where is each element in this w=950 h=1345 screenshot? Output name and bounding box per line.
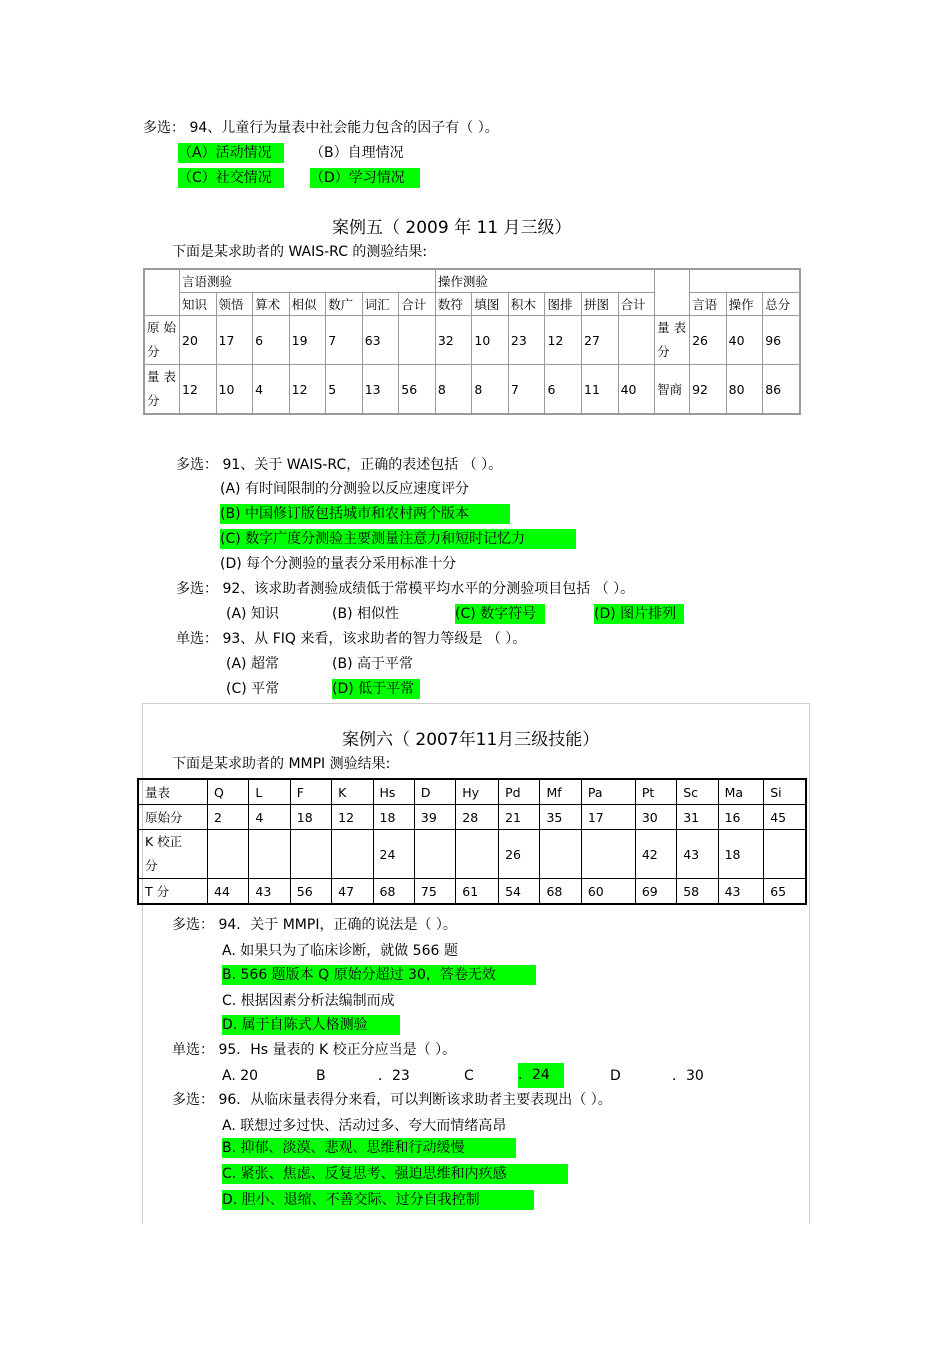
mmpi-k-label xyxy=(138,830,208,879)
mmpi-cell xyxy=(540,830,581,879)
q94a-option-c: （C）社交情况 xyxy=(178,168,284,188)
mmpi-cell: 60 xyxy=(581,879,635,905)
subtest-header: 图排 xyxy=(545,293,582,316)
mmpi-cell: 28 xyxy=(456,805,499,830)
table-cell: 96 xyxy=(763,316,800,365)
subtest-header: 词汇 xyxy=(362,293,399,316)
q94b-option-d: D. 属于自陈式人格测验 xyxy=(222,1015,400,1035)
table-cell: 4 xyxy=(253,365,290,415)
mmpi-cell: 21 xyxy=(499,805,540,830)
mmpi-cell: 16 xyxy=(718,805,764,830)
subtest-header: 数广 xyxy=(326,293,363,316)
table-cell: 40 xyxy=(726,316,763,365)
q94b-option-b: B. 566 题版本 Q 原始分超过 30，答卷无效 xyxy=(222,965,536,985)
table-cell: 13 xyxy=(362,365,399,415)
mmpi-cell: 54 xyxy=(499,879,540,905)
mmpi-k-label-line1: K 校正 xyxy=(145,834,183,849)
mmpi-cell: 原始分 xyxy=(138,805,208,830)
mmpi-cell: 30 xyxy=(635,805,676,830)
row-label-raw: 原 始 分 xyxy=(144,316,180,365)
iq-header: 总分 xyxy=(763,293,800,316)
blank-cell xyxy=(655,269,690,316)
mmpi-cell: 42 xyxy=(635,830,676,879)
mmpi-header: F xyxy=(290,779,331,805)
q95-option-d-letter: D xyxy=(610,1068,621,1084)
table-cell: 23 xyxy=(508,316,545,365)
subtest-header: 拼图 xyxy=(582,293,619,316)
mmpi-cell: 4 xyxy=(249,805,290,830)
table-cell: 19 xyxy=(289,316,326,365)
iq-header: 言语 xyxy=(690,293,727,316)
q96-stem: 多选： 96．从临床量表得分来看，可以判断该求助者主要表现出（ ）。 xyxy=(172,1092,612,1108)
mmpi-cell: 43 xyxy=(718,879,764,905)
mmpi-cell: 18 xyxy=(718,830,764,879)
table-cell: 12 xyxy=(180,365,217,415)
q94b-option-a: A. 如果只为了临床诊断，就做 566 题 xyxy=(222,943,458,959)
mmpi-cell xyxy=(456,830,499,879)
q94b-stem: 多选： 94．关于 MMPI，正确的说法是（ ）。 xyxy=(172,917,457,933)
mmpi-header: Q xyxy=(208,779,249,805)
q92-option-c: (C) 数字符号 xyxy=(455,604,545,624)
table-cell: 17 xyxy=(216,316,253,365)
subtest-header: 知识 xyxy=(180,293,217,316)
table-cell: 32 xyxy=(435,316,472,365)
table-cell: 6 xyxy=(545,365,582,415)
mmpi-cell: 24 xyxy=(373,830,414,879)
mmpi-cell: 58 xyxy=(677,879,718,905)
mmpi-header: Hy xyxy=(456,779,499,805)
mmpi-header: Pt xyxy=(635,779,676,805)
q95-option-c-letter: C xyxy=(464,1068,474,1084)
mmpi-cell: 31 xyxy=(677,805,718,830)
table-cell: 26 xyxy=(690,316,727,365)
mmpi-k-label-line2: 分 xyxy=(145,858,158,873)
subtest-header: 合计 xyxy=(618,293,655,316)
table-cell: 8 xyxy=(472,365,509,415)
q91-option-c: (C) 数字广度分测验主要测量注意力和短时记忆力 xyxy=(220,529,576,549)
q94a-stem: 多选： 94、儿童行为量表中社会能力包含的因子有（ ）。 xyxy=(143,120,499,136)
table-cell: 20 xyxy=(180,316,217,365)
case6-intro: 下面是某求助者的 MMPI 测验结果: xyxy=(172,756,391,772)
table-cell: 10 xyxy=(216,365,253,415)
mmpi-cell: T 分 xyxy=(138,879,208,905)
mmpi-cell: 75 xyxy=(414,879,455,905)
mmpi-cell xyxy=(581,830,635,879)
mmpi-cell xyxy=(249,830,290,879)
q96-option-d: D. 胆小、退缩、不善交际、过分自我控制 xyxy=(222,1190,534,1210)
q95-option-a: A. 20 xyxy=(222,1068,259,1084)
mmpi-cell: 2 xyxy=(208,805,249,830)
q91-option-b: (B) 中国修订版包括城市和农村两个版本 xyxy=(220,504,510,524)
q92-stem: 多选： 92、该求助者测验成绩低于常模平均水平的分测验项目包括 （ ）。 xyxy=(176,581,635,597)
subtest-header: 相似 xyxy=(289,293,326,316)
q96-option-a: A. 联想过多过快、活动过多、夸大而情绪高昂 xyxy=(222,1118,507,1134)
mmpi-cell: 18 xyxy=(373,805,414,830)
subtest-header: 数符 xyxy=(435,293,472,316)
mmpi-header: Sc xyxy=(677,779,718,805)
case5-intro: 下面是某求助者的 WAIS-RC 的测验结果: xyxy=(172,244,428,260)
table-cell: 11 xyxy=(582,365,619,415)
mmpi-cell: 61 xyxy=(456,879,499,905)
mmpi-header: Pd xyxy=(499,779,540,805)
table-cell: 63 xyxy=(362,316,399,365)
iq-header: 操作 xyxy=(726,293,763,316)
table-cell: 12 xyxy=(289,365,326,415)
row-label-iq: 智商 xyxy=(655,365,690,415)
mmpi-header: L xyxy=(249,779,290,805)
q91-option-a: (A) 有时间限制的分测验以反应速度评分 xyxy=(220,481,469,497)
q95-stem: 单选： 95．Hs 量表的 K 校正分应当是（ ）。 xyxy=(172,1042,457,1058)
mmpi-cell: 43 xyxy=(677,830,718,879)
mmpi-cell: 65 xyxy=(764,879,806,905)
table-cell: 40 xyxy=(618,365,655,415)
table-cell: 7 xyxy=(326,316,363,365)
case6-title: 案例六（ 2007年11月三级技能） xyxy=(342,730,600,750)
table-cell: 80 xyxy=(726,365,763,415)
mmpi-cell: 56 xyxy=(290,879,331,905)
mmpi-cell xyxy=(208,830,249,879)
mmpi-cell: 12 xyxy=(332,805,373,830)
wais-rc-table xyxy=(143,268,801,415)
corner-cell xyxy=(144,269,180,316)
mmpi-table xyxy=(137,778,807,905)
mmpi-header: Mf xyxy=(540,779,581,805)
subtest-header: 积木 xyxy=(508,293,545,316)
mmpi-cell: 26 xyxy=(499,830,540,879)
table-cell: 12 xyxy=(545,316,582,365)
table-cell: 56 xyxy=(399,365,436,415)
mmpi-cell: 43 xyxy=(249,879,290,905)
mmpi-cell xyxy=(414,830,455,879)
table-cell: 8 xyxy=(435,365,472,415)
mmpi-cell: 69 xyxy=(635,879,676,905)
q95-option-b-letter: B xyxy=(316,1068,326,1084)
verbal-group-header: 言语测验 xyxy=(180,269,436,293)
q93-option-c: (C) 平常 xyxy=(226,681,280,697)
row-label-scaled: 量 表 分 xyxy=(144,365,180,415)
mmpi-cell: 35 xyxy=(540,805,581,830)
mmpi-cell: 17 xyxy=(581,805,635,830)
table-cell: 7 xyxy=(508,365,545,415)
mmpi-header: Hs xyxy=(373,779,414,805)
subtest-header: 领悟 xyxy=(216,293,253,316)
perf-group-header: 操作测验 xyxy=(435,269,654,293)
q93-stem: 单选： 93、从 FIQ 来看，该求助者的智力等级是 （ ）。 xyxy=(176,631,527,647)
subtest-header: 合计 xyxy=(399,293,436,316)
table-cell: 5 xyxy=(326,365,363,415)
table-cell: 27 xyxy=(582,316,619,365)
q91-option-d: (D) 每个分测验的量表分采用标准十分 xyxy=(220,556,457,572)
q94b-option-c: C. 根据因素分析法编制而成 xyxy=(222,993,395,1009)
table-cell xyxy=(618,316,655,365)
mmpi-cell: 39 xyxy=(414,805,455,830)
subtest-header: 填图 xyxy=(472,293,509,316)
mmpi-header: D xyxy=(414,779,455,805)
q92-option-d: (D) 图片排列 xyxy=(594,604,684,624)
q96-option-b: B. 抑郁、淡漠、悲观、思维和行动缓慢 xyxy=(222,1138,516,1158)
subtest-header: 算术 xyxy=(253,293,290,316)
mmpi-cell: 47 xyxy=(332,879,373,905)
q95-option-b-value: ．23 xyxy=(378,1068,410,1084)
q93-option-a: (A) 超常 xyxy=(226,656,279,672)
mmpi-cell xyxy=(764,830,806,879)
q92-option-b: (B) 相似性 xyxy=(332,606,399,622)
q92-option-a: (A) 知识 xyxy=(226,606,279,622)
table-cell: 10 xyxy=(472,316,509,365)
table-cell xyxy=(399,316,436,365)
row-label-scaled: 量 表 分 xyxy=(655,316,690,365)
table-cell: 92 xyxy=(690,365,727,415)
mmpi-cell: 68 xyxy=(540,879,581,905)
q96-option-c: C. 紧张、焦虑、反复思考、强迫思维和内疚感 xyxy=(222,1164,568,1184)
q93-option-b: (B) 高于平常 xyxy=(332,656,413,672)
q94a-option-a: （A）活动情况 xyxy=(178,143,284,163)
q94a-option-d: （D）学习情况 xyxy=(310,168,420,188)
mmpi-cell xyxy=(290,830,331,879)
mmpi-cell: 18 xyxy=(290,805,331,830)
mmpi-header: Pa xyxy=(581,779,635,805)
mmpi-cell: 45 xyxy=(764,805,806,830)
mmpi-header: Ma xyxy=(718,779,764,805)
q91-stem: 多选： 91、关于 WAIS-RC，正确的表述包括 （ ）。 xyxy=(176,457,503,473)
q95-option-d-value: ．30 xyxy=(672,1068,704,1084)
mmpi-header: K xyxy=(332,779,373,805)
mmpi-cell: 68 xyxy=(373,879,414,905)
mmpi-cell: 44 xyxy=(208,879,249,905)
mmpi-header: 量表 xyxy=(138,779,208,805)
mmpi-header: Si xyxy=(764,779,806,805)
mmpi-cell xyxy=(332,830,373,879)
q93-option-d: (D) 低于平常 xyxy=(332,679,420,699)
table-cell: 6 xyxy=(253,316,290,365)
q95-option-c-value: ．24 xyxy=(518,1063,564,1088)
case5-title: 案例五（ 2009 年 11 月三级） xyxy=(332,218,572,238)
iq-group-header xyxy=(690,269,800,293)
table-cell: 86 xyxy=(763,365,800,415)
q94a-option-b: （B）自理情况 xyxy=(310,145,404,161)
